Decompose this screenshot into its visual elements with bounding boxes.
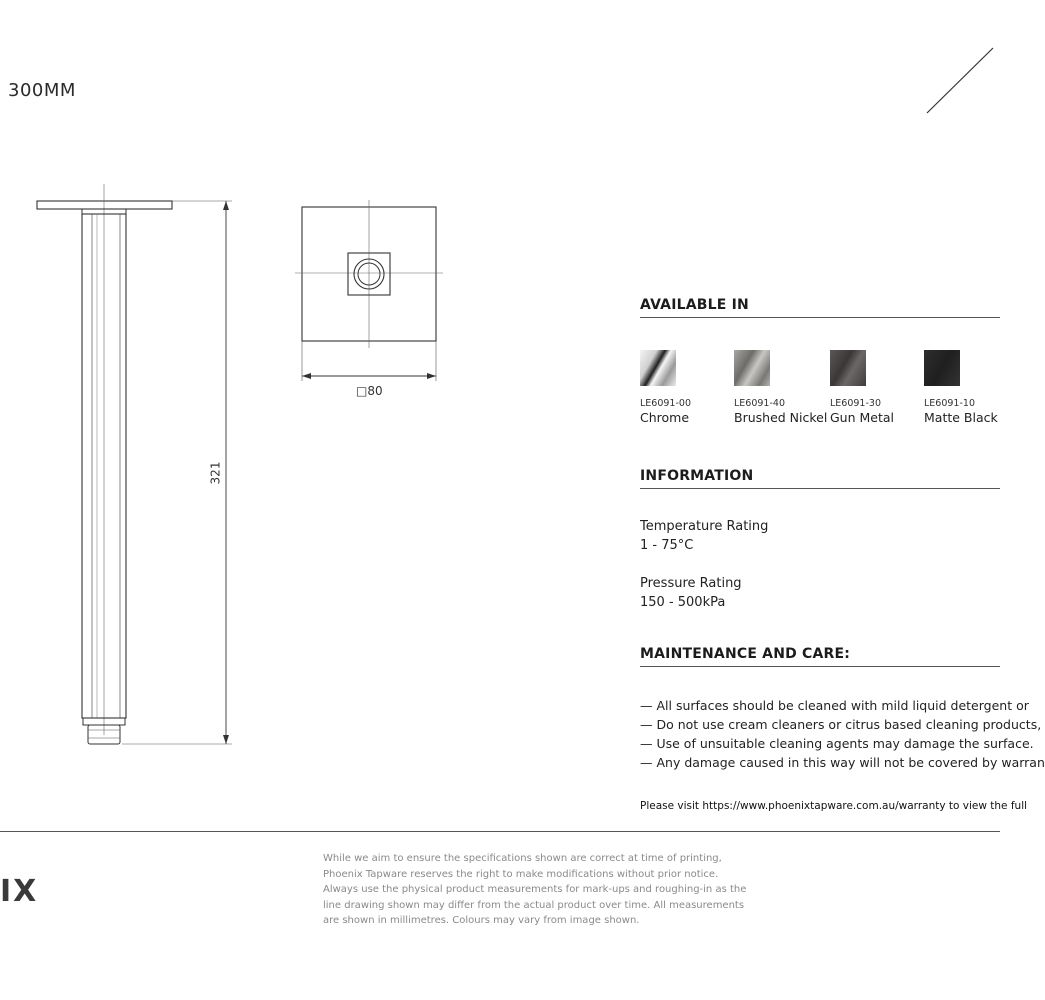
height-label: 321	[208, 461, 223, 485]
corner-diagonal-line	[920, 40, 1000, 120]
finish-name: Chrome	[640, 410, 690, 425]
information-heading: INFORMATION	[640, 468, 1000, 489]
finish-name: Matte Black	[924, 410, 998, 425]
maintenance-heading: MAINTENANCE AND CARE:	[640, 646, 1000, 667]
ceiling-plate	[37, 201, 172, 209]
finish-swatch	[924, 350, 960, 386]
list-item: — All surfaces should be cleaned with mild liquid detergent or	[640, 698, 1029, 713]
available-in-heading: AVAILABLE IN	[640, 297, 1000, 318]
temperature-rating-value: 1 - 75°C	[640, 538, 694, 553]
finish-name: Gun Metal	[830, 410, 895, 425]
finish-matte-black[interactable]	[924, 350, 1024, 425]
footer-disclaimer	[323, 851, 753, 929]
disclaimer-line: While we aim to ensure the specifications shown are correct at time of printing,	[323, 853, 722, 864]
finish-gun-metal[interactable]	[830, 350, 930, 425]
pressure-rating-value: 150 - 500kPa	[640, 595, 726, 610]
warranty-note: Please visit https://www.phoenixtapware.com.au/warranty to view the full	[640, 800, 1028, 812]
technical-drawing	[0, 0, 460, 800]
finish-chrome[interactable]	[640, 350, 740, 425]
list-item: — Do not use cream cleaners or citrus based cleaning products,	[640, 717, 1042, 732]
pressure-rating-label: Pressure Rating	[640, 576, 742, 591]
disclaimer-line: Phoenix Tapware reserves the right to make modifications without prior notice.	[323, 868, 719, 880]
disclaimer-line: Always use the physical product measurements for mark-ups and roughing-in as the	[323, 884, 747, 895]
finish-name: Brushed Nickel	[734, 410, 828, 425]
disclaimer-line: are shown in millimetres. Colours may vary from image shown.	[323, 915, 640, 926]
plate-width-label: □80	[356, 384, 383, 398]
finish-code: LE6091-10	[924, 398, 975, 409]
finish-swatch	[734, 350, 770, 386]
plan-view	[295, 200, 443, 381]
footer-divider	[0, 831, 1000, 832]
maintenance-list	[640, 696, 1045, 772]
side-view	[37, 184, 172, 744]
disclaimer-line: line drawing shown may differ from the actual product over time. All measurements	[323, 899, 745, 911]
finish-brushed-nickel[interactable]	[734, 350, 834, 425]
product-title: 300MM	[8, 80, 76, 101]
finish-code: LE6091-30	[830, 398, 881, 409]
finish-swatch	[640, 350, 676, 386]
finish-code: LE6091-40	[734, 398, 785, 409]
list-item: — Use of unsuitable cleaning agents may damage the surface.	[640, 736, 1034, 751]
list-item: — Any damage caused in this way will not be covered by warran	[640, 755, 1045, 770]
finish-code: LE6091-00	[640, 398, 691, 409]
brand-logo-fragment: IX	[0, 874, 39, 909]
finish-swatch	[830, 350, 866, 386]
temperature-rating-label: Temperature Rating	[640, 519, 769, 534]
